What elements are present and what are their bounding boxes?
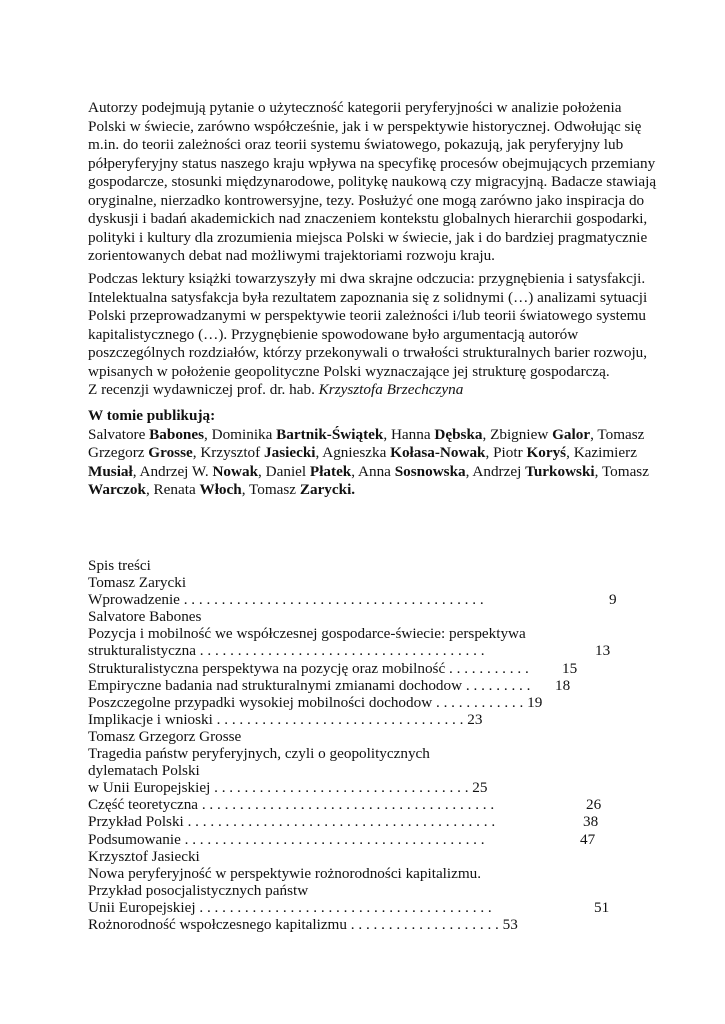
toc-page-number: 15 [562,659,578,677]
author-surname: Zarycki. [299,481,356,498]
toc-entry-text: Strukturalistyczna perspektywa na pozycję oraz mobilność . . . . . . . . . . . [88,659,529,677]
review-line: poszczególnych rozdziałów, którzy przekonywali o trwałości strukturalnych barier rozwoju, [88,344,648,361]
toc-entry-text: Unii Europejskiej . . . . . . . . . . . . . . . . . . . . . . . . . . . . . . . . . . . . . . . [88,898,492,916]
author-first-name: , Tomasz [241,481,300,498]
author-first-name: , Agnieszka [315,444,391,461]
author-first-name: Grzegorz [88,444,149,461]
toc-page-number: 13 [595,642,611,660]
toc-entry [88,813,648,830]
toc-entry-text: Empiryczne badania nad strukturalnymi zmianami dochodow . . . . . . . . . [88,676,531,694]
author-surname: Dębska [434,425,483,443]
review-source [88,381,648,400]
authors-line-4 [88,481,648,500]
toc-entry: w Unii Europejskiej . . . . . . . . . . . . . . . . . . . . . . . . . . . . . . . . . . 25 [88,779,488,797]
toc-entry [88,831,648,848]
authors-line-2 [88,444,648,463]
toc-entry [88,591,648,608]
author-first-name: , Andrzej W. [132,462,213,480]
toc-entry [88,899,648,916]
review-line: kapitalistycznego (…). Przygnębienie spowodowane było argumentacją autorów [88,325,579,343]
toc-entry [88,677,648,694]
review-line: Intelektualna satysfakcja była rezultatem zapoznania się z solidnymi (…) analizami sytuacji [88,288,648,306]
toc-page-number: 18 [555,676,571,694]
toc-entry [88,660,648,677]
toc-entry-text: Podsumowanie . . . . . . . . . . . . . . . . . . . . . . . . . . . . . . . . . . . . . . . . [88,830,485,848]
toc-chapter-title: Tragedia państw peryferyjnych, czyli o geopolitycznych [88,745,430,763]
authors-section [88,407,648,500]
table-of-contents [88,557,648,933]
toc-entry-text: Przykład Polski . . . . . . . . . . . . . . . . . . . . . . . . . . . . . . . . . . . . . . . . . [88,813,496,831]
author-first-name: , Krzysztof [192,444,265,461]
intro-line: dyskusji i badań akademickich nad znaczeniem kontekstu globalnych hierarchii gospodarki, [88,210,648,227]
review-line: Podczas lektury książki towarzyszyły mi dwa skrajne odczucia: przygnębienia i satysfakcji. [88,270,646,287]
author-surname: Turkowski [525,462,595,480]
author-surname: Grosse [148,444,193,461]
toc-chapter-title: Nowa peryferyjność w perspektywie rożnorodności kapitalizmu. [88,864,482,882]
author-surname: Sosnowska [394,462,466,480]
intro-line: Polski w świecie, zarówno współcześnie, jak i w perspektywie historycznej. Odwołując się [88,117,642,135]
review-paragraph [88,270,648,400]
intro-line: oryginalne, nierzadko kontrowersyjne, tezy. Posłużyć one mogą zarówno jako inspiracja do [88,191,645,209]
authors-heading [88,407,648,426]
author-first-name: , Zbigniew [482,425,553,443]
toc-author: Salvatore Babones [88,608,202,626]
author-surname: Galor [552,425,591,443]
author-surname: Płatek [309,462,352,480]
intro-line: polityki i kultury dla zrozumienia miejsca Polski w świecie, jak i do bardziej pragmatycznie [88,228,648,246]
toc-page-number: 51 [594,898,610,916]
authors-heading-text: W tomie publikują: [88,407,216,424]
author-surname: Kołasa-Nowak [390,444,486,461]
toc-title: Spis treści [88,557,151,574]
author-surname: Warczok [88,481,146,498]
intro-line: gospodarcze, stosunki międzynarodowe, politykę naukową czy migracyjną. Badacze stawiają [88,173,657,190]
author-first-name: , Tomasz [590,425,645,443]
toc-chapter-title: dylematach Polski [88,762,200,780]
authors-line-3 [88,463,648,482]
toc-page-number: 47 [580,830,596,848]
author-first-name: , Anna [351,462,395,480]
toc-chapter-title: Przykład posocjalistycznych państw [88,881,309,899]
toc-page-number: 38 [583,813,599,831]
author-first-name: , Andrzej [465,462,526,480]
authors-line-1 [88,426,648,445]
intro-line: zorientowanych debat nad możliwymi trajektoriami rozwoju kraju. [88,247,495,264]
toc-entry: Poszczegolne przypadki wysokiej mobilności dochodow . . . . . . . . . . . . 19 [88,693,543,711]
toc-author: Tomasz Grzegorz Grosse [88,727,242,745]
author-first-name: , Daniel [258,462,310,480]
author-surname: Jasiecki [264,444,316,461]
author-surname: Nowak [212,462,259,480]
author-first-name: Salvatore [88,425,150,443]
author-first-name: , Piotr [485,444,527,461]
author-first-name: , Hanna [383,425,435,443]
toc-entry: Rożnorodność wspołczesnego kapitalizmu . . . . . . . . . . . . . . . . . . . . 53 [88,915,518,933]
author-surname: Babones [149,425,205,443]
toc-entry-text: strukturalistyczna . . . . . . . . . . . . . . . . . . . . . . . . . . . . . . . . . . . . . . [88,642,485,660]
toc-page-number: 9 [609,591,617,609]
author-surname: Włoch [199,481,242,498]
toc-entry-text: Część teoretyczna . . . . . . . . . . . . . . . . . . . . . . . . . . . . . . . . . . . . . . . [88,796,495,814]
toc-page-number: 26 [586,796,602,814]
toc-entry [88,796,648,813]
toc-entry-text: Wprowadzenie . . . . . . . . . . . . . . . . . . . . . . . . . . . . . . . . . . . . . . . . [88,591,484,609]
author-first-name: , Tomasz [594,462,649,480]
author-first-name: , Dominika [204,425,277,443]
intro-paragraph [88,99,657,266]
toc-entry [88,642,648,659]
author-surname: Bartnik-Świątek [276,425,384,443]
review-line: Polski przeprowadzanymi w perspektywie teorii zależności i/lub teorii światowego systemu [88,307,646,324]
intro-line: m.in. do teorii zależności oraz teorii systemu światowego, pokazują, jak peryferyjny lub [88,136,624,153]
author-surname: Musiał [88,462,133,480]
toc-chapter-title: Pozycja i mobilność we współczesnej gospodarce-świecie: perspektywa [88,625,526,643]
review-line: wpisanych w położenie geopolityczne Polski wyznaczające jej strukturę gospodarczą. [88,362,610,380]
toc-author: Tomasz Zarycki [88,574,187,592]
intro-line: półperyferyjny status naszego kraju wpływa na specyfikę procesów obejmujących przemiany [88,154,656,172]
toc-entry: Implikacje i wnioski . . . . . . . . . . . . . . . . . . . . . . . . . . . . . . . . . 23 [88,710,483,728]
intro-line: Autorzy podejmują pytanie o użyteczność kategorii peryferyjności w analizie położenia [88,99,622,116]
author-surname: Koryś [526,444,567,461]
review-source-prefix: Z recenzji wydawniczej prof. dr. hab. [88,381,319,398]
reviewer-name: Krzysztofa Brzechczyna [318,381,464,398]
author-first-name: , Kazimierz [566,444,637,461]
toc-author: Krzysztof Jasiecki [88,847,200,865]
author-first-name: , Renata [145,481,200,498]
